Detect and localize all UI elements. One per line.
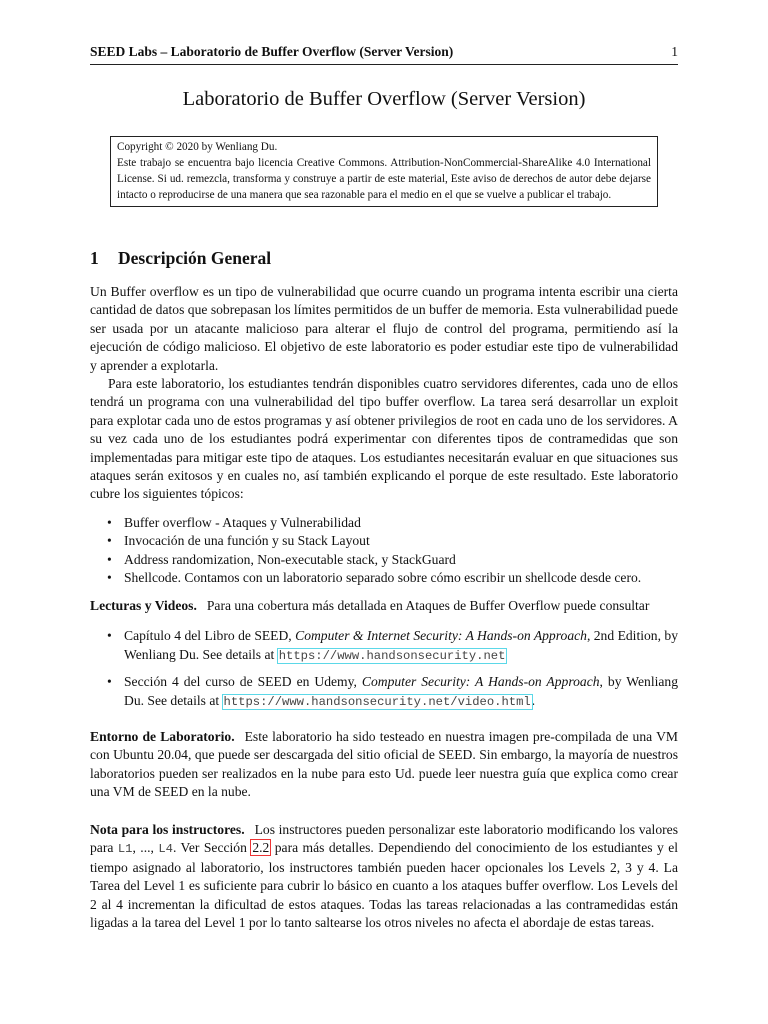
ref2-period: . xyxy=(531,692,536,708)
code-l4: L4 xyxy=(158,842,173,857)
list-item: • Buffer overflow - Ataques y Vulnerabilidad xyxy=(90,514,678,532)
environment-block xyxy=(90,728,678,802)
instructors-paragraph xyxy=(90,821,678,932)
overview-paragraph-1: Un Buffer overflow es un tipo de vulnerabilidad que ocurre cuando un programa intenta escribir una cierta cantidad de datos que sobrepasan los límites permitidos de un buffer de memoria. Esta vulnerabilidad puede ser usada por un atacante malicioso para alterar el flujo de control del programa, permitiendo así la ejecución de código malicioso. El objetivo de este laboratorio es poder estudiar este tipo de vulnerabilidad y aprender a explotarla. xyxy=(90,284,678,373)
section-ref-link[interactable]: 2.2 xyxy=(252,840,270,856)
copyright-box xyxy=(110,136,658,207)
list-item: • Address randomization, Non-executable stack, y StackGuard xyxy=(90,551,678,569)
instructors-text-3: . Ver Sección xyxy=(172,840,252,856)
readings-intro-line xyxy=(90,597,678,615)
instructors-text-2: , ..., xyxy=(132,840,159,856)
instructors-block xyxy=(90,821,678,932)
readings-block xyxy=(90,597,678,719)
page-number: 1 xyxy=(671,44,678,59)
copyright-line: Copyright © 2020 by Wenliang Du. xyxy=(117,141,278,153)
code-l1: L1 xyxy=(117,842,133,857)
document-title: Laboratorio de Buffer Overflow (Server Version) xyxy=(182,88,586,110)
environment-heading: Entorno de Laboratorio. xyxy=(90,729,235,744)
list-item xyxy=(90,627,678,665)
instructors-text-4: para más detalles. Dependiendo del conocimiento de los estudiantes y el tiempo asignado al laboratorio, los instructores también pueden hacer opcionales los Levels 2, 3 y 4. La Tarea del Level 1 es suficiente para cubrir lo básico en cuanto a los ataques buffer overflow. Los Levels del 2 al 4 incrementan la dificultad de estos ataques. Todas las tareas relacionadas a las contramedidas están ligadas a la tarea del Level 1 por lo tanto saltearse los otros niveles no afecta el abordaje de estas tareas. xyxy=(90,840,678,931)
ref2-prefix: Sección 4 del curso de SEED en Udemy, xyxy=(124,674,362,690)
environment-paragraph xyxy=(90,728,678,802)
references-list xyxy=(90,627,678,711)
environment-text: Este laboratorio ha sido testeado en nuestra imagen pre-compilada de una VM con Ubuntu 20.04, que puede ser descargada del sitio oficial de SEED. Sin embargo, la mayoría de nuestros laboratorios pueden ser realizados en la nube para esto Ud. puede leer nuestra guía que explica como crear una VM de SEED en la nube. xyxy=(90,729,678,800)
list-item xyxy=(90,673,678,711)
ref1-url-link[interactable]: https://www.handsonsecurity.net xyxy=(278,648,506,663)
ref2-url-link[interactable]: https://www.handsonsecurity.net/video.html xyxy=(223,694,531,709)
running-title: SEED Labs – Laboratorio de Buffer Overflow (Server Version) xyxy=(90,44,454,59)
readings-intro: Para una cobertura más detallada en Ataques de Buffer Overflow puede consultar xyxy=(206,598,650,613)
ref1-prefix: Capítulo 4 del Libro de SEED, xyxy=(124,628,296,644)
ref1-suffix: , 2nd Edition, by Wenliang Du. See details at xyxy=(124,628,678,662)
overview-paragraph-2: Para este laboratorio, los estudiantes tendrán disponibles cuatro servidores diferentes, cada uno de ellos tendrá un programa con una vulnerabilidad del tipo buffer overflow. La tarea será desarrollar un exploit para explotar cada uno de estos programas y así obtener privilegios de root en cada uno de los servidores. A su vez cada uno de los estudiantes podrá experimentar con diferentes tipos de contramedidas que son implementadas para mitigar este tipo de ataques. Los estudiantes necesitarán evaluar en que situaciones sus ataques serán exitosos y en cuales no, así también explicando el porque de este resultado. Este laboratorio cubre los siguientes tópicos: xyxy=(90,376,678,502)
instructors-text-1: Los instructores pueden personalizar este laboratorio modificando los valores para xyxy=(90,822,678,856)
ref2-suffix: , by Wenliang Du. See details at xyxy=(124,674,679,708)
section-title: Descripción General xyxy=(118,248,272,268)
section-number: 1 xyxy=(90,248,99,268)
ref1-book-title: Computer & Internet Security: A Hands-on Approach xyxy=(295,628,587,644)
copyright-body: Este trabajo se encuentra bajo licencia Creative Commons. Attribution-NonCommercial-ShareAlike 4.0 International License. Si ud. remezcla, transforma y construye a partir de este material, Este aviso de derechos de autor debe dejarse intacto o reproducirse de una manera que sea razonable para el medio en el que se vuelve a publicar el trabajo. xyxy=(117,157,651,201)
overview-block xyxy=(90,283,678,588)
instructors-heading: Nota para los instructores. xyxy=(90,822,245,837)
list-item: • Shellcode. Contamos con un laboratorio separado sobre cómo escribir un shellcode desde cero. xyxy=(90,569,678,587)
running-header xyxy=(90,44,678,65)
readings-heading: Lecturas y Videos. xyxy=(90,598,197,613)
section-heading xyxy=(90,248,271,269)
ref2-book-title: Computer Security: A Hands-on Approach xyxy=(361,674,600,690)
topics-list xyxy=(90,514,678,588)
list-item: • Invocación de una función y su Stack Layout xyxy=(90,532,678,550)
